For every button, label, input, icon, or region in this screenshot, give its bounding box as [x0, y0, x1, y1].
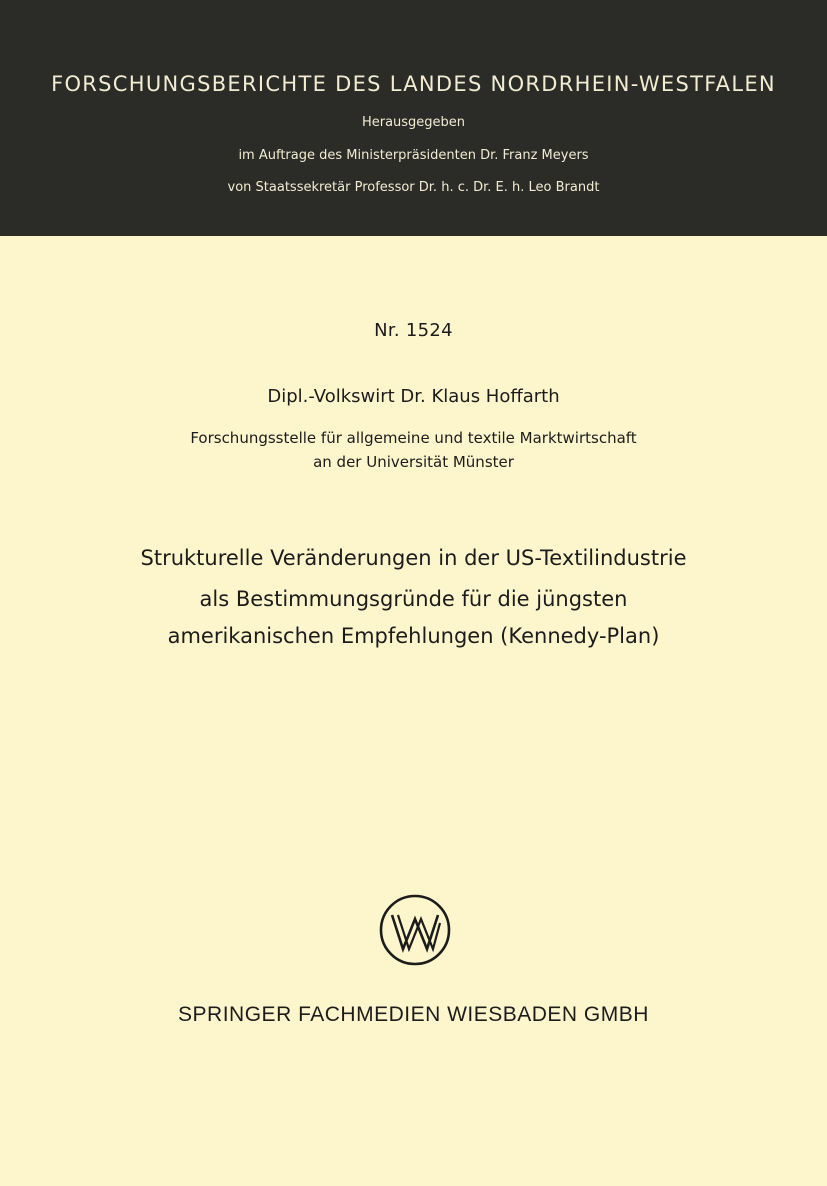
publisher-name: SPRINGER FACHMEDIEN WIESBADEN GMBH	[178, 1003, 649, 1026]
book-title-line-1: Strukturelle Veränderungen in der US-Textilindustrie	[140, 546, 687, 570]
report-number: Nr. 1524	[374, 320, 453, 341]
book-title-line-2: als Bestimmungsgründe für die jüngsten	[199, 587, 628, 611]
editor-label: Herausgegeben	[361, 115, 466, 130]
commission-line: im Auftrage des Ministerpräsidenten Dr. Franz Meyers	[238, 148, 589, 163]
book-title-line-3: amerikanischen Empfehlungen (Kennedy-Plan)	[167, 624, 660, 648]
institution-line-2: an der Universität Münster	[313, 453, 514, 471]
author-name: Dipl.-Volkswirt Dr. Klaus Hoffarth	[267, 386, 560, 407]
publisher-w-logo-icon	[378, 893, 452, 967]
institution-line-1: Forschungsstelle für allgemeine und textile Marktwirtschaft	[190, 429, 637, 447]
series-title: FORSCHUNGSBERICHTE DES LANDES NORDRHEIN-WESTFALEN	[51, 72, 776, 96]
header-band	[0, 0, 827, 236]
editor-name-line: von Staatssekretär Professor Dr. h. c. Dr. E. h. Leo Brandt	[227, 180, 600, 195]
